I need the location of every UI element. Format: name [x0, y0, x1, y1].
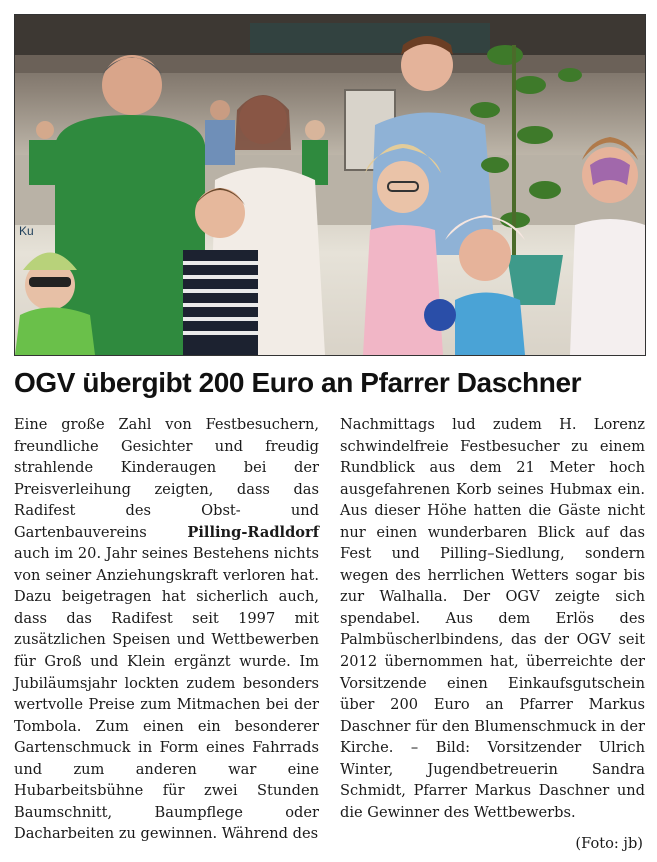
- article-body-continued: Nachmittags lud zudem H. Lorenz schwindelfreie Festbesucher zu einem Rundblick aus dem 21 Meter hoch ausgefahrenen Korb seines Hubmax ein. Aus dieser Höhe hatten die Gäste nicht nur einen wunderbaren Blick auf das Fest und Pilling–Siedlung, sondern wegen des herrlichen Wetters sogar bis zur Walhalla. Der OGV zeigte sich spendabel. Aus dem Erlös des Palmbüscherlbindens, das der OGV seit 2012 übernommen hat, überreichte der Vorsitzende einen Einkaufsgutschein über 200 Euro an Pfarrer Markus Daschner für den Blumenschmuck in der Kirche. – Bild: Vorsitzender Ulrich Winter, Jugendbetreuerin Sandra Schmidt, Pfarrer Markus Daschner und die Gewinner des Wettbewerbs.: [340, 416, 645, 821]
- article-column-right: [340, 414, 645, 823]
- article-headline: OGV übergibt 200 Euro an Pfarrer Daschner: [14, 367, 582, 398]
- body-text-start: Eine große Zahl von Festbesuchern, freundliche Gesichter und freudig strahlende Kinderaugen bei der Preisverleihung zeigten, dass das Radifest des Obst- und Gartenbauvereins: [14, 416, 319, 541]
- club-name: Pilling-Radldorf: [187, 523, 319, 541]
- group-photo-illustration: [15, 15, 645, 355]
- sign-text: Ku: [19, 224, 34, 238]
- article-column-left: [14, 414, 319, 845]
- body-text-rest: auch im 20. Jahr seines Bestehens nichts von seiner Anziehungskraft verloren hat. Dazu beigetragen hat sicherlich auch, dass das Radifest seit 1997 mit zusätzlichen Speisen und Wettbewerben für Groß und Klein ergänzt wurde. Im Jubiläumsjahr lockten zudem besonders wertvolle Preise zum Mitmachen bei der Tombola. Zum einen ein besonderer Gartenschmuck in Form eines Fahrrads und zum anderen war eine Hubarbeitsbühne für zwei Stunden Baumschnitt, Baumpflege oder Dacharbeiten zu gewinnen. Während des: [14, 545, 319, 843]
- photo-credit: (Foto: jb): [575, 835, 643, 852]
- article-body: [14, 414, 319, 845]
- article-photo: [14, 14, 646, 356]
